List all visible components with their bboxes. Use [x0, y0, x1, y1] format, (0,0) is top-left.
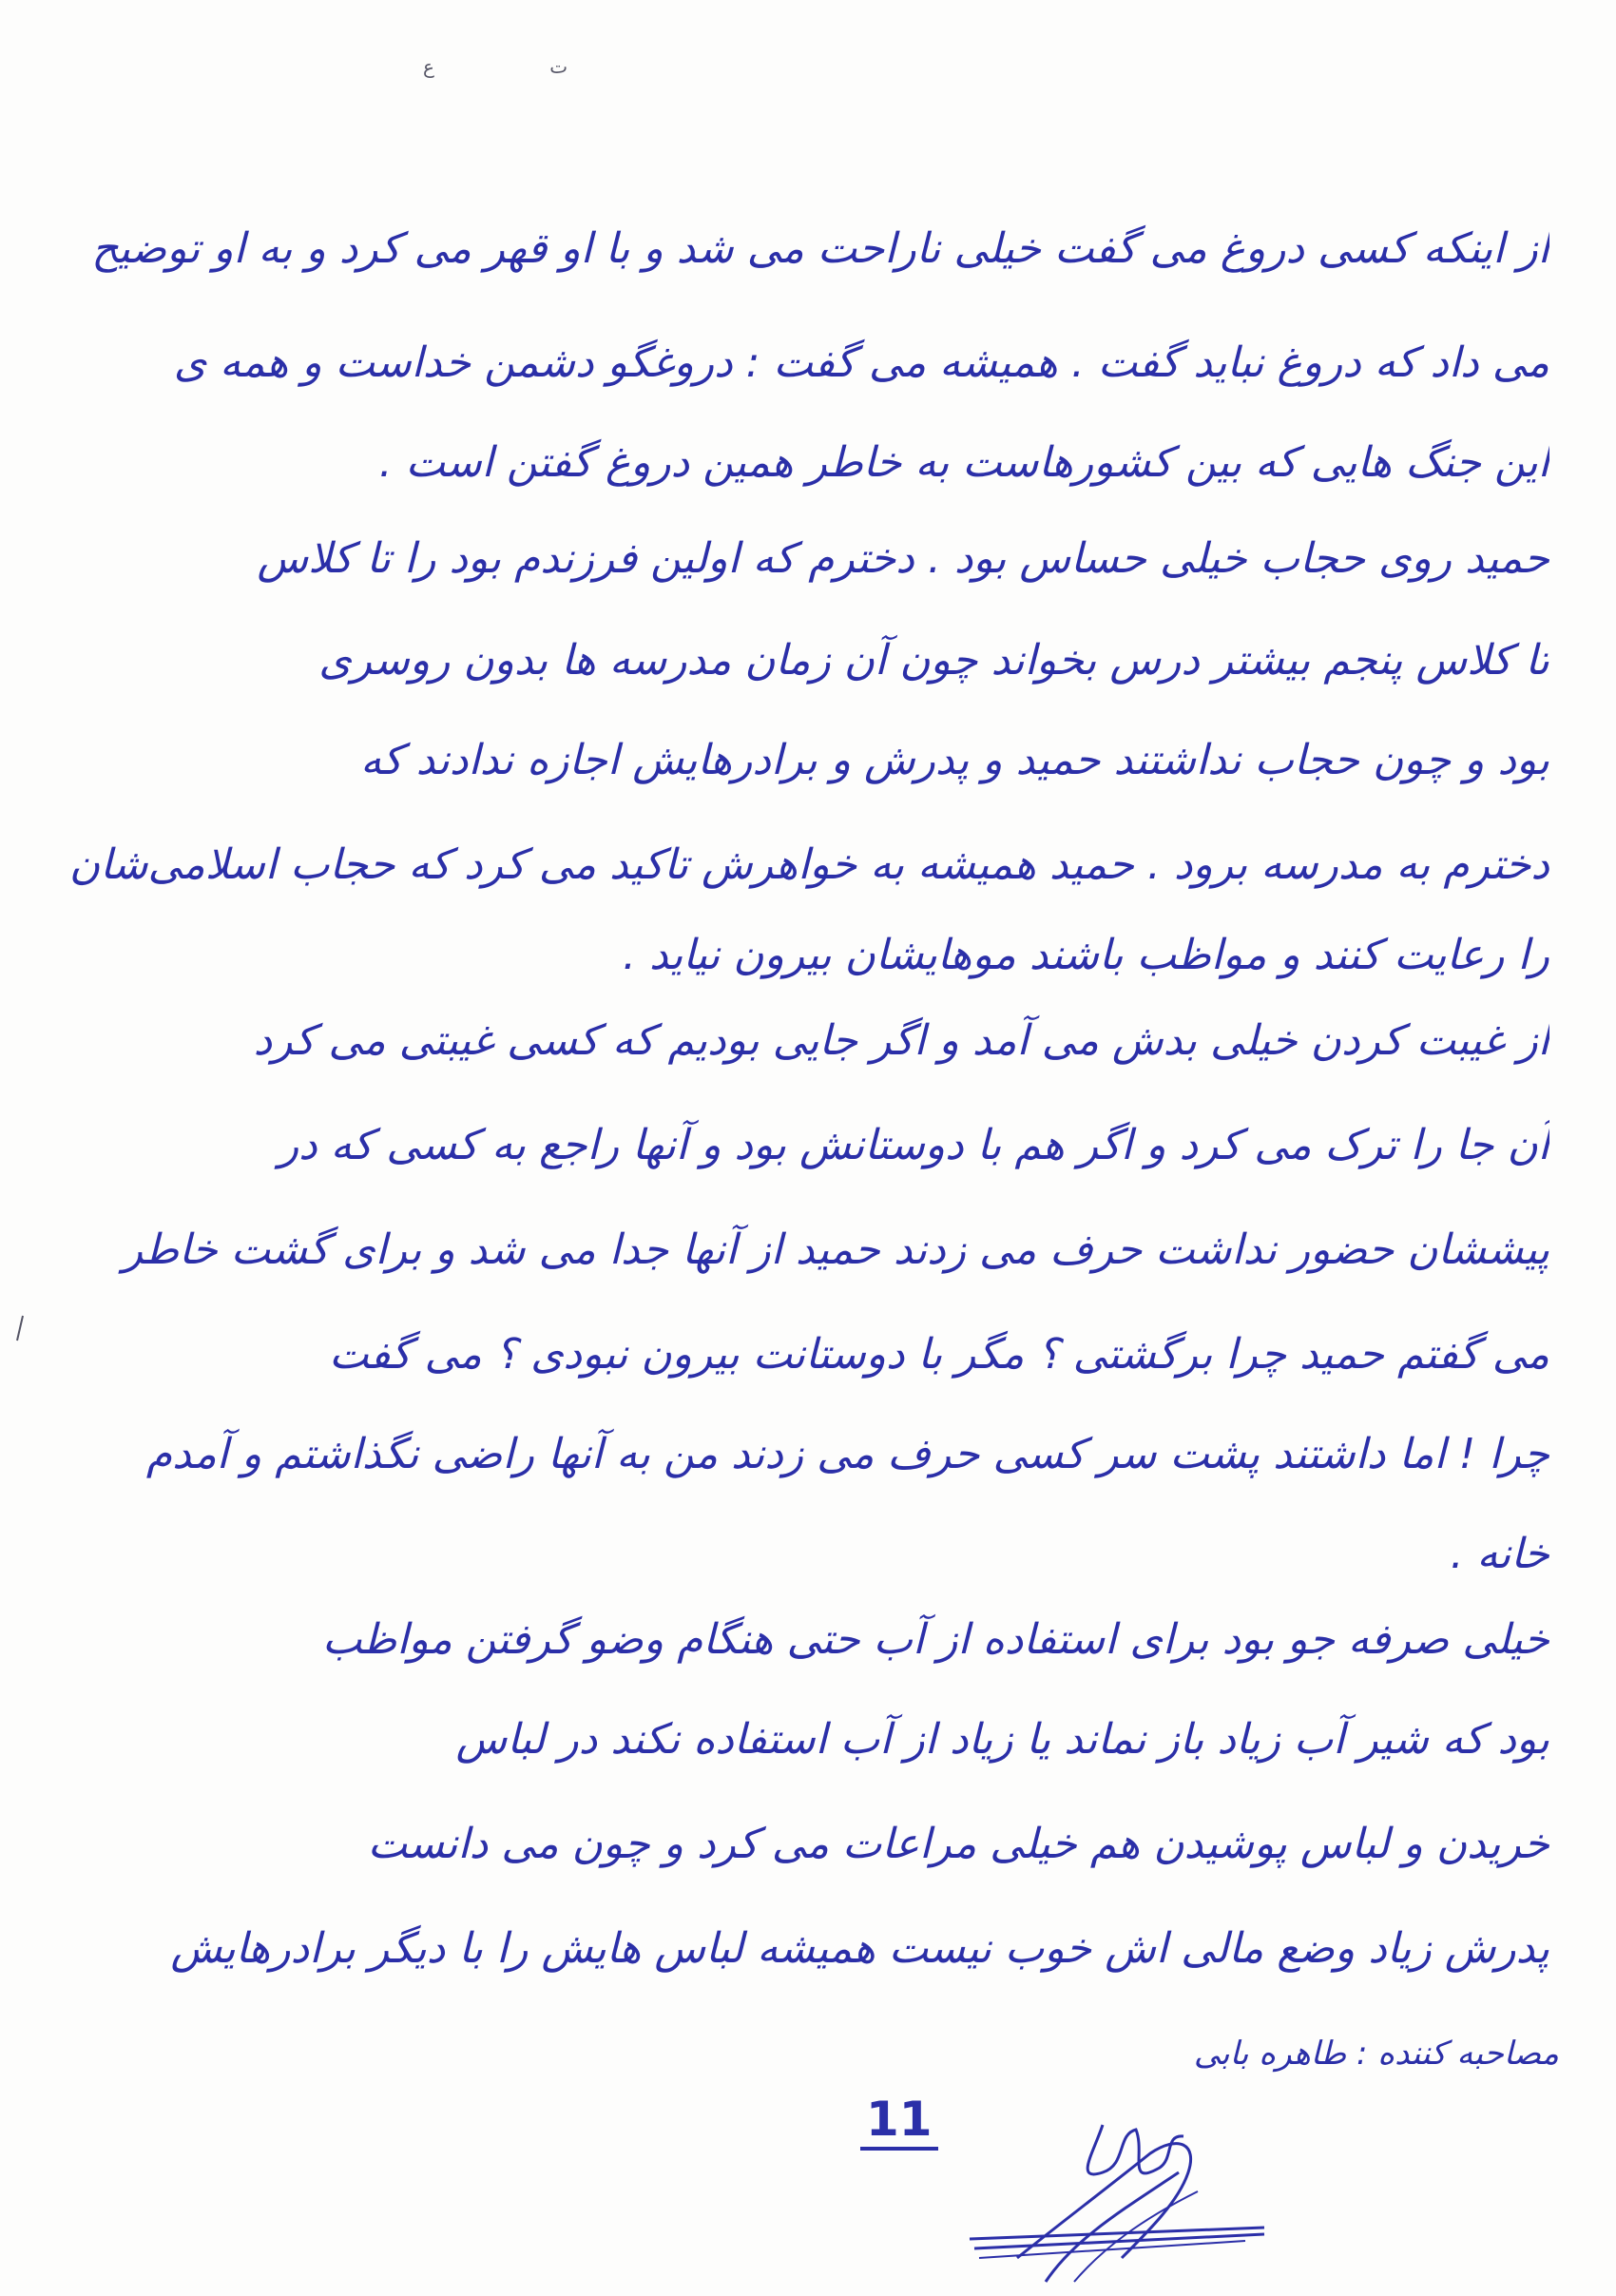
text-line: می گفتم حمید چرا برگشتی ؟ مگر با دوستانت بیرون نبودی ؟ می گفت [329, 1330, 1549, 1379]
text-line: بود که شیر آب زیاد باز نماند یا زیاد از آب استفاده نکند در لباس [455, 1715, 1549, 1764]
text-line: آن جا را ترک می کرد و اگر هم با دوستانش بود و آنها راجع به کسی که در [278, 1121, 1549, 1169]
header-mark: ت [549, 55, 568, 78]
text-line: خریدن و لباس پوشیدن هم خیلی مراعات می کرد و چون می دانست [367, 1820, 1549, 1868]
header-mark: ع [423, 55, 434, 78]
text-line: خیلی صرفه جو بود برای استفاده از آب حتی هنگام وضو گرفتن مواظب [322, 1615, 1549, 1664]
interviewer-note: مصاحبه کننده : طاهره بابی [1193, 2035, 1559, 2073]
text-line: پیششان حضور نداشت حرف می زدند حمید از آنها جدا می شد و برای گشت خاطر [122, 1225, 1549, 1274]
text-line: چرا ! اما داشتند پشت سر کسی حرف می زدند من به آنها راضی نگذاشتم و آمدم [145, 1430, 1549, 1478]
text-line: حمید روی حجاب خیلی حساس بود . دخترم که اولین فرزندم بود را تا کلاس [257, 534, 1549, 583]
text-line: تا کلاس پنجم بیشتر درس بخواند چون آن زمان مدرسه ها بدون روسری [318, 636, 1549, 685]
text-line: بود و چون حجاب نداشتند حمید و پدرش و برادرهایش اجازه ندادند که [360, 736, 1549, 784]
text-line: خانه . [1450, 1530, 1549, 1578]
text-line: را رعایت کنند و مواظب باشند موهایشان بیرون نیاید . [623, 931, 1549, 979]
text-line: دخترم به مدرسه برود . حمید همیشه به خواهرش تاکید می کرد که حجاب اسلامی‌شان [68, 840, 1549, 889]
text-line: می داد که دروغ نباید گفت . همیشه می گفت : دروغگو دشمن خداست و همه ی [173, 338, 1549, 387]
margin-tick-mark [15, 1314, 25, 1342]
page-number: 11 [860, 2092, 938, 2151]
text-line: پدرش زیاد وضع مالی اش خوب نیست همیشه لباس هایش را با دیگر برادرهایش [170, 1924, 1549, 1973]
text-line: از اینکه کسی دروغ می گفت خیلی ناراحت می شد و با او قهر می کرد و به او توضیح [91, 224, 1549, 273]
text-line: این جنگ هایی که بین کشورهاست به خاطر همین دروغ گفتن است . [378, 438, 1549, 487]
signature [960, 2115, 1274, 2286]
text-line: از غیبت کردن خیلی بدش می آمد و اگر جایی بودیم که کسی غیبتی می کرد [253, 1016, 1549, 1065]
header-marks [314, 55, 568, 78]
